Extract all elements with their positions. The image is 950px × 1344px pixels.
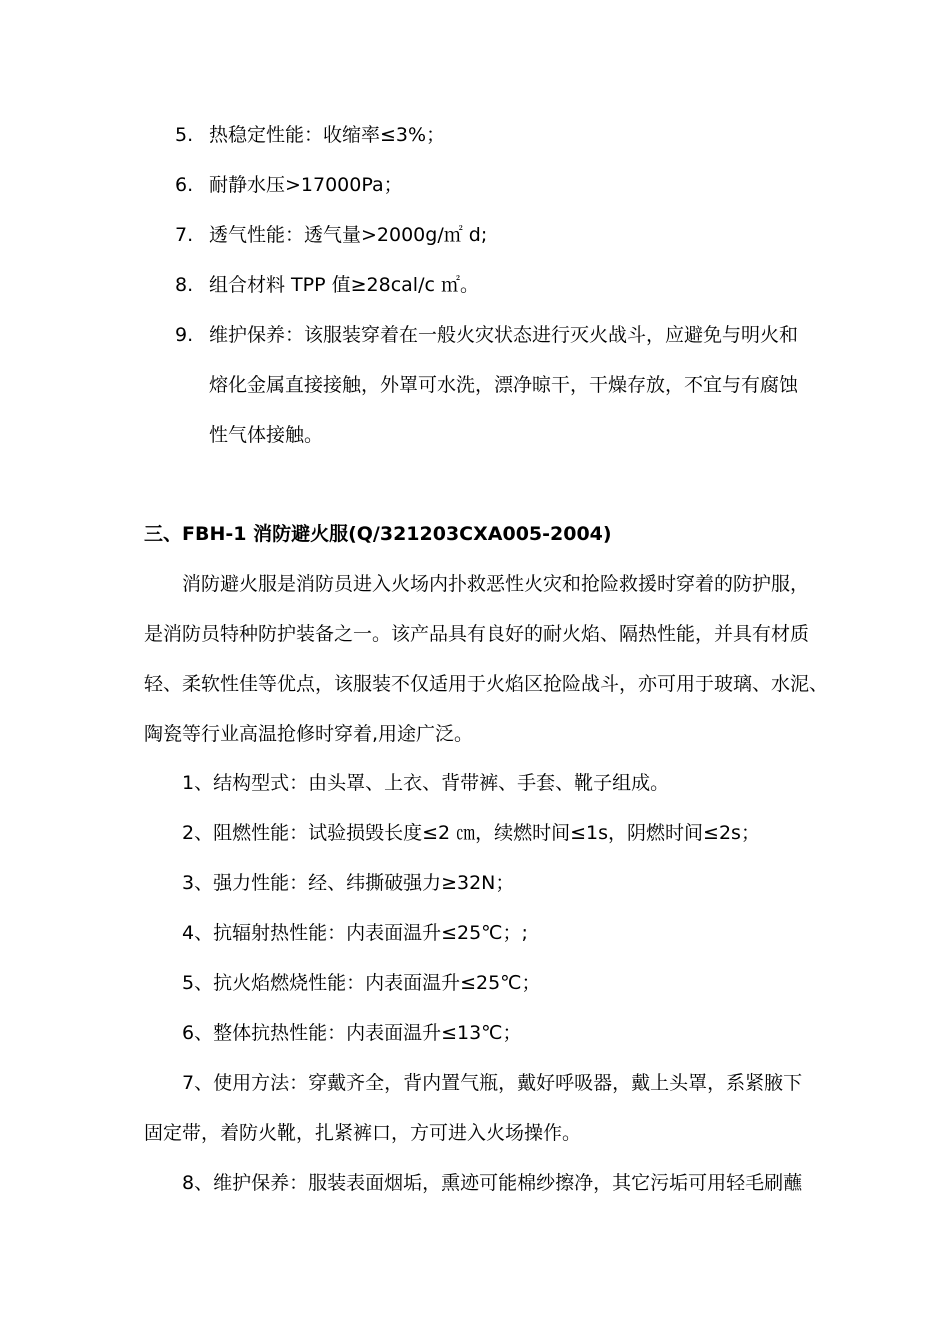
list-item [175, 222, 487, 248]
list-number: 9. [175, 324, 194, 346]
spec-item: 4、抗辐射热性能：内表面温升≤25℃；; [182, 922, 528, 944]
paragraph-line: 轻、柔软性佳等优点，该服装不仅适用于火焰区抢险战斗，亦可用于玻璃、水泥、 [144, 673, 829, 695]
list-item [175, 272, 479, 298]
list-text: 耐静水压>17000Pa； [209, 174, 403, 196]
section-heading: 三、FBH-1 消防避火服(Q/321203CXA005-2004) [144, 523, 612, 545]
spec-item: 3、强力性能：经、纬撕破强力≥32N； [182, 872, 515, 894]
list-item-continuation: 性气体接触。 [209, 424, 324, 446]
list-item [175, 172, 403, 198]
spec-item: 7、使用方法：穿戴齐全，背内置气瓶，戴好呼吸器，戴上头罩，系紧腋下 [182, 1072, 803, 1094]
spec-item: 6、整体抗热性能：内表面温升≤13℃； [182, 1022, 522, 1044]
spec-item: 2、阻燃性能：试验损毁长度≤2 ㎝，续燃时间≤1s，阴燃时间≤2s； [182, 822, 760, 844]
list-text: 组合材料 TPP 值≥28cal/c ㎡。 [209, 274, 479, 296]
list-item-continuation: 熔化金属直接接触，外罩可水洗，漂净晾干，干燥存放，不宜与有腐蚀 [209, 374, 799, 396]
list-item [175, 322, 798, 348]
list-item [175, 122, 445, 148]
spec-item: 5、抗火焰燃烧性能：内表面温升≤25℃； [182, 972, 541, 994]
spec-item: 1、结构型式：由头罩、上衣、背带裤、手套、靴子组成。 [182, 772, 670, 794]
list-number: 6. [175, 174, 194, 196]
spec-item-continuation: 固定带，着防火靴，扎紧裤口，方可进入火场操作。 [144, 1122, 582, 1144]
paragraph-line: 陶瓷等行业高温抢修时穿着,用途广泛。 [144, 723, 474, 745]
list-text: 热稳定性能：收缩率≤3%； [209, 124, 446, 146]
list-text: 透气性能：透气量>2000g/㎡ d; [209, 224, 488, 246]
list-text: 维护保养：该服装穿着在一般火灾状态进行灭火战斗，应避免与明火和 [209, 324, 799, 346]
paragraph-line: 是消防员特种防护装备之一。该产品具有良好的耐火焰、隔热性能，并具有材质 [144, 623, 810, 645]
list-number: 8. [175, 274, 194, 296]
list-number: 5. [175, 124, 194, 146]
spec-item: 8、维护保养：服装表面烟垢，熏迹可能棉纱擦净，其它污垢可用轻毛刷蘸 [182, 1172, 803, 1194]
paragraph-line: 消防避火服是消防员进入火场内扑救恶性火灾和抢险救援时穿着的防护服， [182, 573, 810, 595]
list-number: 7. [175, 224, 194, 246]
